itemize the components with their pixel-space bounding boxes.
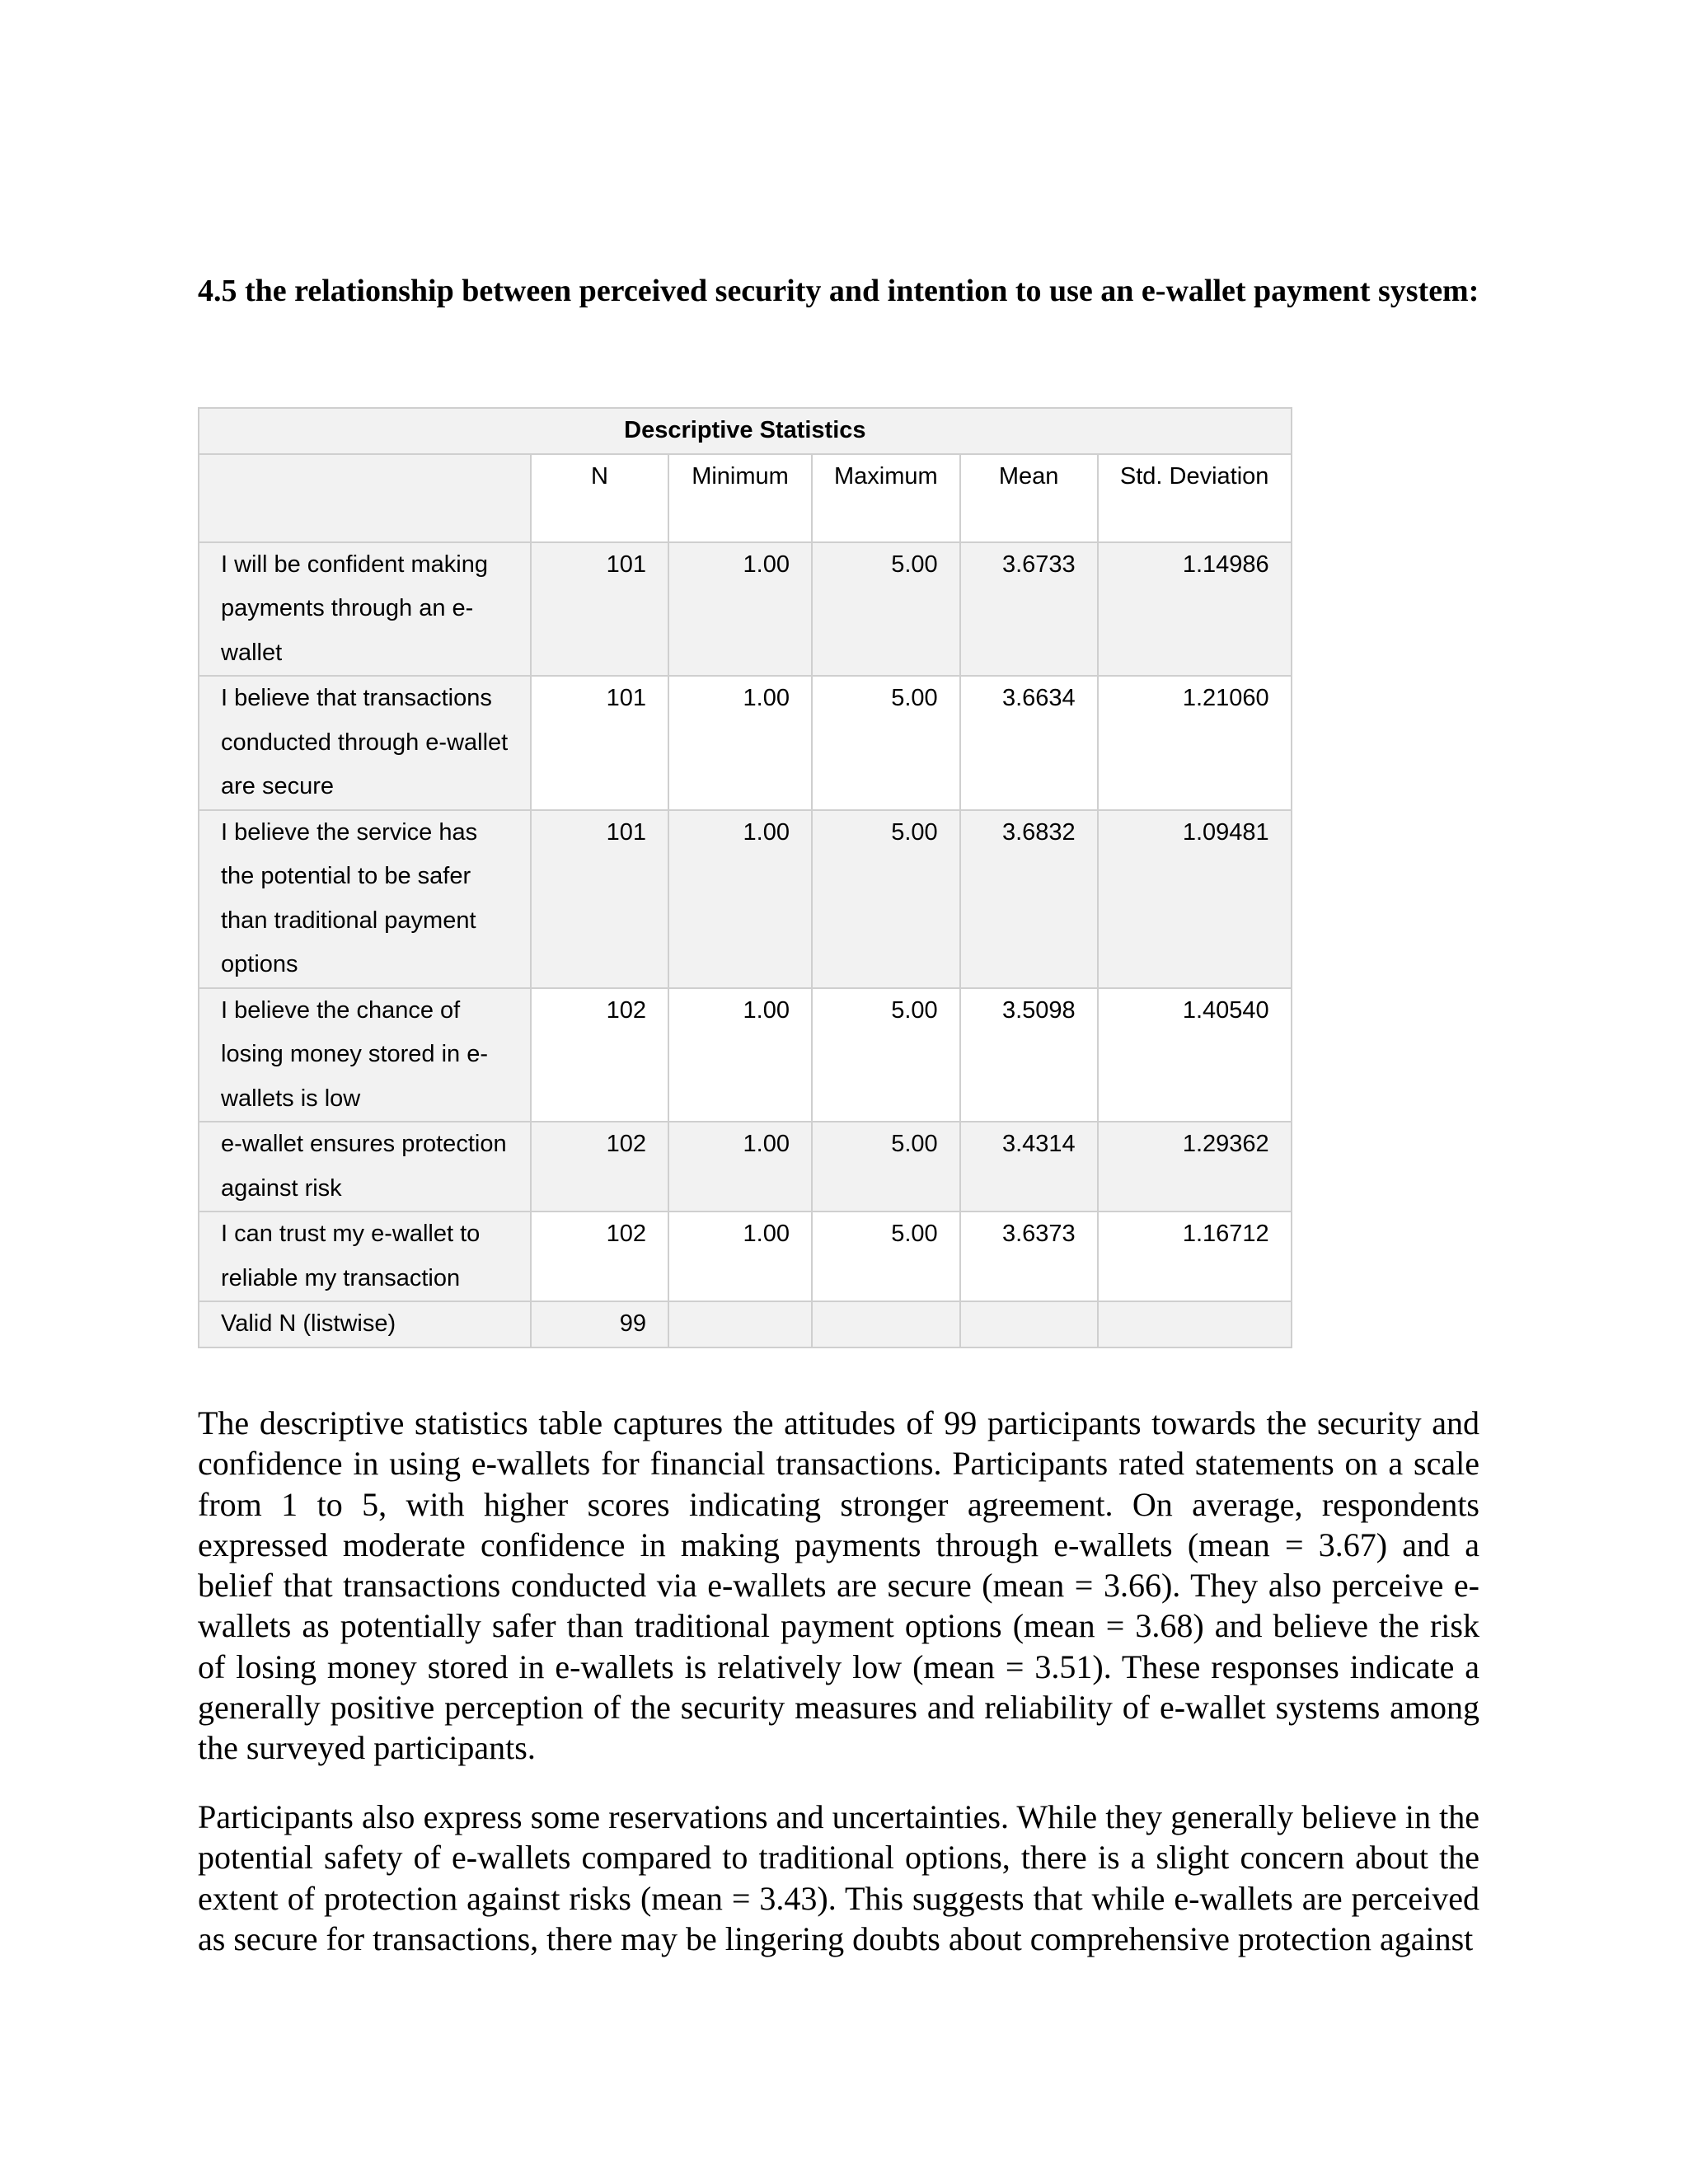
- table-caption-row: [199, 408, 1292, 454]
- section-heading: 4.5 the relationship between perceived security and intention to use an e-wallet payment system:: [198, 274, 1479, 308]
- cell-minimum: 1.00: [668, 810, 812, 988]
- row-label: I believe the chance of losing money stored in e-wallets is low: [199, 988, 531, 1122]
- row-label: e-wallet ensures protection against risk: [199, 1122, 531, 1212]
- row-label: I believe that transactions conducted through e-wallet are secure: [199, 676, 531, 810]
- cell-n: 101: [531, 810, 668, 988]
- cell-minimum: 1.00: [668, 676, 812, 810]
- cell-mean: 3.4314: [960, 1122, 1098, 1212]
- cell-maximum: 5.00: [812, 988, 960, 1122]
- cell-std-deviation: 1.16712: [1098, 1212, 1292, 1301]
- table-row: [199, 676, 1292, 810]
- cell-minimum: 1.00: [668, 988, 812, 1122]
- header-minimum: Minimum: [668, 454, 812, 542]
- table-row: [199, 810, 1292, 988]
- cell-n: 101: [531, 542, 668, 677]
- cell-n: 102: [531, 1122, 668, 1212]
- cell-mean: [960, 1301, 1098, 1347]
- cell-std-deviation: [1098, 1301, 1292, 1347]
- cell-minimum: 1.00: [668, 1212, 812, 1301]
- cell-n: 102: [531, 1212, 668, 1301]
- cell-n: 102: [531, 988, 668, 1122]
- cell-std-deviation: 1.21060: [1098, 676, 1292, 810]
- cell-maximum: [812, 1301, 960, 1347]
- cell-mean: 3.6634: [960, 676, 1098, 810]
- cell-std-deviation: 1.14986: [1098, 542, 1292, 677]
- body-paragraph: Participants also express some reservations and uncertainties. While they generally believe in the potential safety of e-wallets compared to traditional options, there is a slight concern about the extent of protection against risks (mean = 3.43). This suggests that while e-wallets are perceived as secure for transactions, there may be lingering doubts about comprehensive protection against: [198, 1798, 1479, 1957]
- cell-std-deviation: 1.29362: [1098, 1122, 1292, 1212]
- table-header-row: [199, 454, 1292, 542]
- table-row: [199, 1122, 1292, 1212]
- header-corner: [199, 454, 531, 542]
- cell-maximum: 5.00: [812, 542, 960, 677]
- cell-maximum: 5.00: [812, 1122, 960, 1212]
- row-label: I will be confident making payments through an e-wallet: [199, 542, 531, 677]
- header-std-deviation: Std. Deviation: [1098, 454, 1292, 542]
- cell-mean: 3.6733: [960, 542, 1098, 677]
- cell-mean: 3.5098: [960, 988, 1098, 1122]
- cell-n: 101: [531, 676, 668, 810]
- cell-mean: 3.6832: [960, 810, 1098, 988]
- table-row: [199, 542, 1292, 677]
- cell-std-deviation: 1.09481: [1098, 810, 1292, 988]
- row-label: I can trust my e-wallet to reliable my transaction: [199, 1212, 531, 1301]
- cell-n: 99: [531, 1301, 668, 1347]
- cell-maximum: 5.00: [812, 810, 960, 988]
- cell-mean: 3.6373: [960, 1212, 1098, 1301]
- header-n: N: [531, 454, 668, 542]
- descriptive-statistics-table: [198, 407, 1292, 1348]
- table-caption: Descriptive Statistics: [199, 408, 1292, 454]
- cell-std-deviation: 1.40540: [1098, 988, 1292, 1122]
- header-maximum: Maximum: [812, 454, 960, 542]
- cell-maximum: 5.00: [812, 1212, 960, 1301]
- row-label: I believe the service has the potential to be safer than traditional payment options: [199, 810, 531, 988]
- table-row: [199, 1212, 1292, 1301]
- body-paragraph: The descriptive statistics table captures the attitudes of 99 participants towards the security and confidence in using e-wallets for financial transactions. Participants rated statements on a scale from 1 to 5, with higher scores indicating stronger agreement. On average, respondents expressed moderate confidence in making payments through e-wallets (mean = 3.67) and a belief that transactions conducted via e-wallets are secure (mean = 3.66). They also perceive e-wallets as potentially safer than traditional payment options (mean = 3.68) and believe the risk of losing money stored in e-wallets is relatively low (mean = 3.51). These responses indicate a generally positive perception of the security measures and reliability of e-wallet systems among the surveyed participants.: [198, 1404, 1479, 1767]
- cell-minimum: 1.00: [668, 542, 812, 677]
- table-row: [199, 1301, 1292, 1347]
- row-label: Valid N (listwise): [199, 1301, 531, 1347]
- header-mean: Mean: [960, 454, 1098, 542]
- table-row: [199, 988, 1292, 1122]
- cell-maximum: 5.00: [812, 676, 960, 810]
- cell-minimum: [668, 1301, 812, 1347]
- cell-minimum: 1.00: [668, 1122, 812, 1212]
